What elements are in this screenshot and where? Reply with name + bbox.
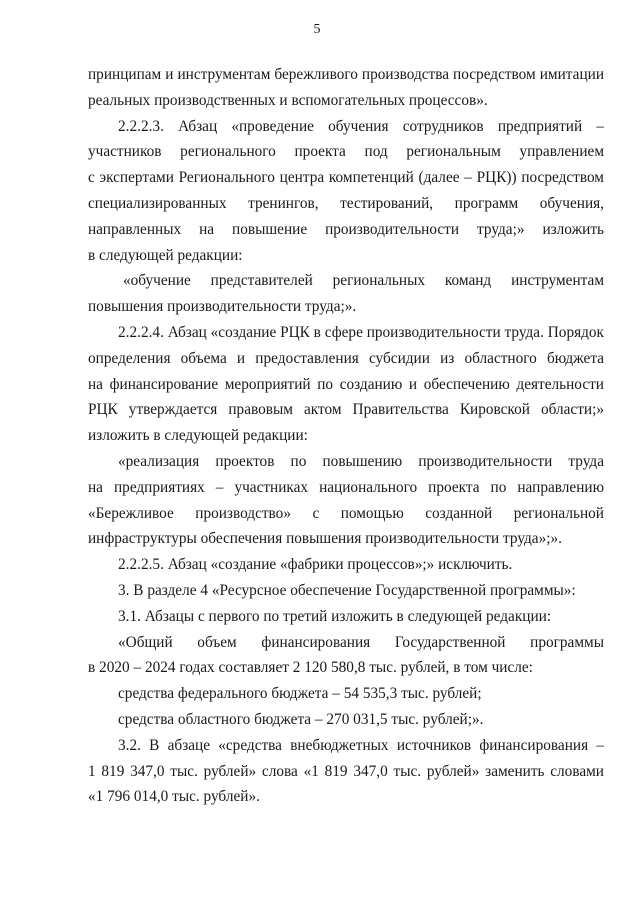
text-line: 1 819 347,0 тыс. рублей» слова «1 819 347,0 тыс. рублей» заменить словами (88, 762, 604, 780)
text-line: 3.2. В абзаце «средства внебюджетных источников финансирования – (118, 736, 604, 754)
text-line: «Общий объем финансирования Государственной программы (118, 633, 604, 651)
text-line: реальных производственных и вспомогательных процессов». (88, 91, 488, 109)
text-line: 3. В разделе 4 «Ресурсное обеспечение Государственной программы»: (118, 581, 576, 599)
text-line: в 2020 – 2024 годах составляет 2 120 580,8 тыс. рублей, в том числе: (88, 659, 533, 677)
text-line: «реализация проектов по повышению производительности труда (118, 452, 604, 470)
text-line: направленных на повышение производительности труда;» изложить (88, 220, 604, 238)
document-body (88, 62, 604, 810)
text-line: специализированных тренингов, тестирований, программ обучения, (88, 194, 604, 212)
text-line: с экспертами Регионального центра компетенций (далее – РЦК)) посредством (88, 169, 604, 187)
text-line: инфраструктуры обеспечения повышения производительности труда»;». (88, 530, 562, 548)
text-line: 2.2.2.5. Абзац «создание «фабрики процессов»;» исключить. (118, 556, 513, 574)
text-line: 2.2.2.4. Абзац «создание РЦК в сфере производительности труда. Порядок (118, 323, 604, 341)
text-line: 2.2.2.3. Абзац «проведение обучения сотрудников предприятий – (118, 117, 604, 135)
text-line: на предприятиях – участниках национального проекта по направлению (88, 478, 604, 496)
text-line: средства областного бюджета – 270 031,5 тыс. рублей;». (118, 710, 484, 728)
text-line: «Бережливое производство» с помощью созданной региональной (88, 504, 604, 522)
text-line: на финансирование мероприятий по созданию и обеспечению деятельности (88, 375, 604, 393)
text-line: «обучение представителей региональных команд инструментам (123, 272, 604, 290)
text-line: 3.1. Абзацы с первого по третий изложить в следующей редакции: (118, 607, 552, 625)
text-line: повышения производительности труда;». (88, 298, 357, 316)
text-line: участников регионального проекта под региональным управлением (88, 143, 604, 161)
text-line: изложить в следующей редакции: (88, 427, 308, 445)
page-number: 5 (313, 22, 321, 37)
text-line: «1 796 014,0 тыс. рублей». (88, 788, 260, 806)
text-line: в следующей редакции: (88, 246, 243, 264)
text-line: определения объема и предоставления субсидии из областного бюджета (88, 349, 604, 367)
text-line: принципам и инструментам бережливого производства посредством имитации (88, 66, 604, 83)
text-line: средства федерального бюджета – 54 535,3 тыс. рублей; (118, 685, 482, 703)
text-line: РЦК утверждается правовым актом Правительства Кировской области;» (88, 401, 604, 419)
